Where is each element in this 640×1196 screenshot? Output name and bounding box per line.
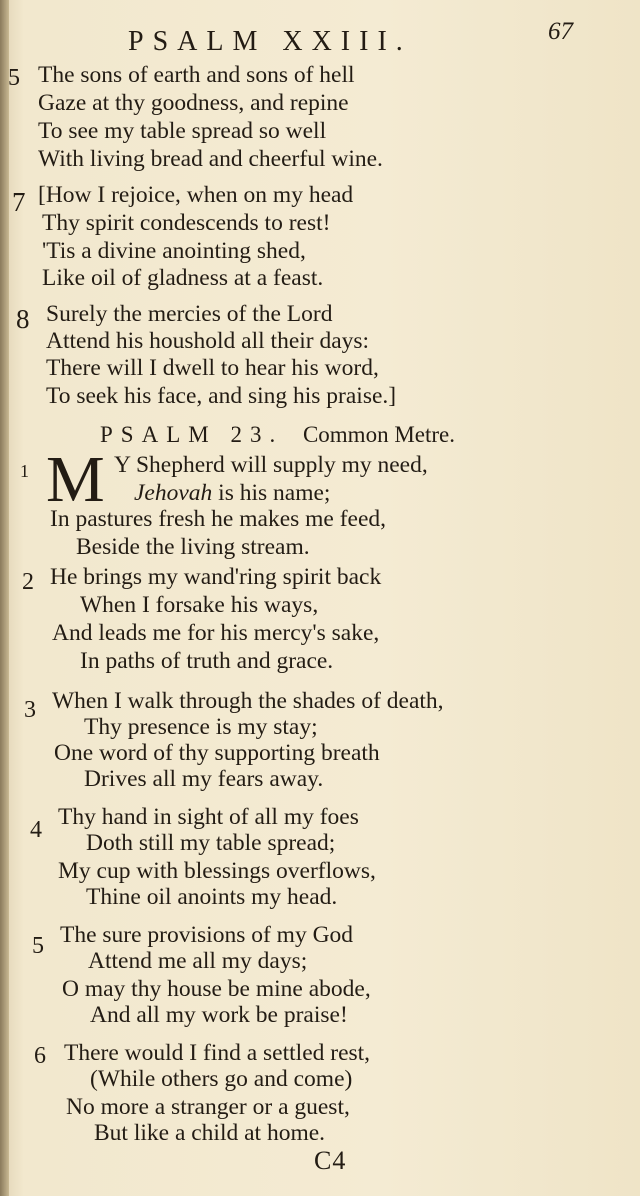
verse-line: To seek his face, and sing his praise.] [46, 383, 397, 409]
section-title: PSALM 23. [100, 422, 284, 447]
verse-line: Y Shepherd will supply my need, [114, 452, 428, 478]
verse-line: To see my table spread so well [38, 118, 327, 144]
verse-line: He brings my wand'ring spirit back [50, 564, 382, 590]
verse-line: Surely the mercies of the Lord [46, 301, 333, 327]
verse-line: Like oil of gladness at a feast. [42, 265, 324, 291]
verse-line: Attend me all my days; [88, 948, 308, 974]
verse-line: In paths of truth and grace. [80, 648, 334, 674]
verse-line [134, 482, 330, 506]
verse-line: With living bread and cheerful wine. [38, 146, 383, 172]
verse-line: Thy presence is my stay; [84, 714, 318, 740]
signature-mark: C4 [314, 1146, 347, 1175]
verse-line: And leads me for his mercy's sake, [52, 620, 380, 646]
verse-line: My cup with blessings overflows, [58, 858, 376, 884]
drop-cap: M [46, 443, 105, 516]
verse-line: The sons of earth and sons of hell [38, 62, 355, 88]
verse-number: 6 [34, 1043, 46, 1069]
jehovah-word: Jehovah [134, 480, 213, 506]
verse-number: 2 [22, 569, 34, 595]
verse-line: Attend his houshold all their days: [46, 328, 370, 354]
running-head: PSALM XXIII. [128, 26, 412, 57]
verse-line-tail: is his name; [212, 480, 331, 506]
page-number: 67 [548, 18, 573, 45]
verse-number: 5 [32, 933, 44, 959]
binding-edge [0, 0, 9, 1196]
verse-line: When I walk through the shades of death, [52, 688, 444, 714]
verse-line: Gaze at thy goodness, and repine [38, 90, 349, 116]
verse-line: [How I rejoice, when on my head [38, 182, 354, 208]
verse-line: Doth still my table spread; [86, 830, 336, 856]
verse-line: Thy hand in sight of all my foes [58, 804, 359, 830]
verse-line: Beside the living stream. [76, 534, 310, 560]
verse-number: 5 [8, 65, 20, 91]
verse-line: (While others go and come) [90, 1066, 353, 1092]
verse-line: When I forsake his ways, [80, 592, 319, 618]
verse-number: 8 [16, 304, 30, 334]
verse-line: But like a child at home. [94, 1120, 326, 1146]
section-metre: Common Metre. [302, 422, 455, 447]
verse-number: 1 [20, 461, 29, 481]
verse-line: No more a stranger or a guest, [66, 1094, 350, 1120]
verse-line: 'Tis a divine anointing shed, [42, 238, 306, 264]
verse-line: And all my work be praise! [90, 1002, 348, 1028]
verse-line: O may thy house be mine abode, [62, 976, 371, 1002]
verse-line: There would I find a settled rest, [64, 1040, 371, 1066]
verse-number: 7 [12, 187, 26, 217]
page-header [0, 18, 640, 58]
verse-line: Thy spirit condescends to rest! [42, 210, 331, 236]
verse-number: 4 [30, 817, 42, 843]
verse-number: 3 [24, 697, 36, 723]
verse-line: The sure provisions of my God [60, 922, 354, 948]
verse-line: One word of thy supporting breath [54, 740, 380, 766]
verse-line: Thine oil anoints my head. [86, 884, 338, 910]
verse-line: There will I dwell to hear his word, [46, 355, 379, 381]
verse-line: Drives all my fears away. [84, 766, 324, 792]
section-heading [100, 422, 455, 448]
verse-line: In pastures fresh he makes me feed, [50, 506, 387, 532]
